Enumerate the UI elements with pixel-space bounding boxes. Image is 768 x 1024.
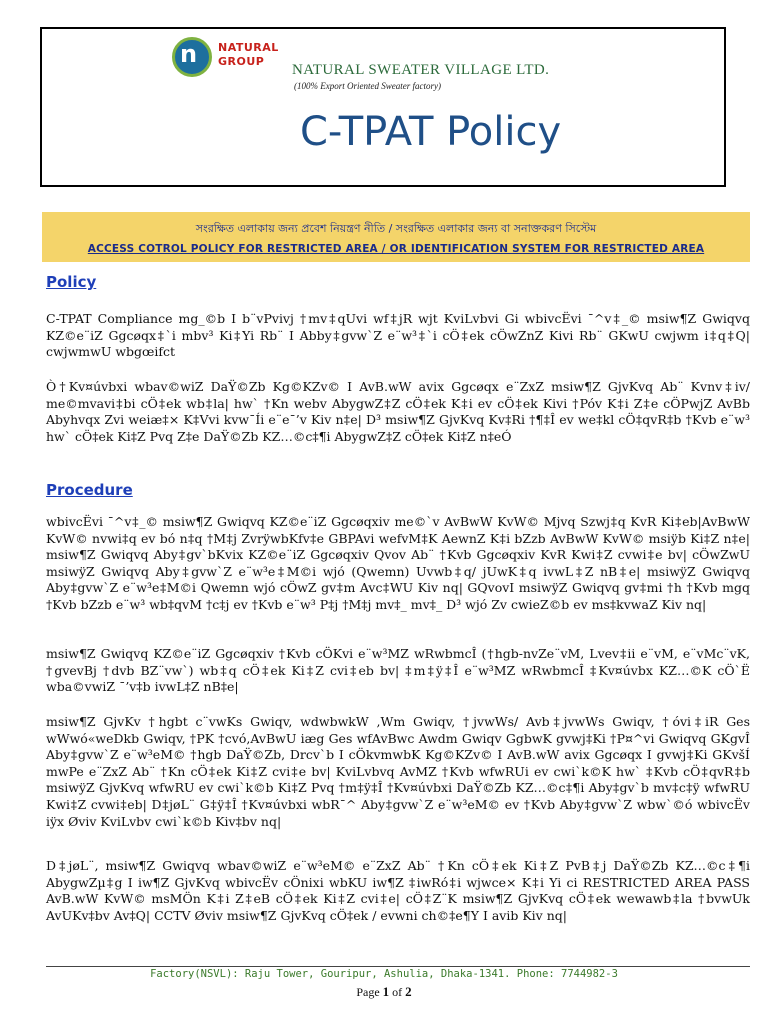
- procedure-paragraph-3: msiw¶Z GjvKv †hgbt c¨vwKs Gwiqv, wdwbwkW ,Wm Gwiqv, †jvwWs/ Avb‡jvwWs Gwiqv, †óvi‡iR Ges wWwó«weDkb Gwiqv, †PK †cvó,AvBwU iæg Ges wfAvBwc Awdm Gwiqv GgbwK gvwj‡Ki †P¤^vi Gwiqvq GKgvÎ Aby‡gvw`Z e¨w³eM© †hgb DaŸ©Zb, Drcv`b I cÖkvmwbK Kg©KZv© I AvB.wW avix Ggcøqx I gvwj‡Ki GKvšÍ mwPe e¨ZxZ Ab¨ †Kn cÖ‡ek Ki‡Z cvi‡e bv| KviLvbvq AvMZ †Kvb wfwRUi ev cwi`k©K hw` ‡Kvb cÖ‡qvR‡b msiwÿZ GjvKvq wfwRU ev cwi`k©b Ki‡Z Pvq †m‡ÿ‡Î †Kv¤úvbxi DaŸ©Zb KZ…©c‡¶i Aby‡gv`b mv‡c‡ÿ wfwRU Kwi‡Z cvwi‡eb| D‡jøL¨ G‡ÿ‡Î †Kv¤úvbxi wbR¯^ Aby‡gvw`Z e¨w³eM© ev †Kvb Aby‡gvw`Z wbw`©ó wbivcËv iÿx Øviv KviLvbv cwi`k©b Kiv‡bv nq|: [46, 714, 750, 829]
- page-of: of: [392, 985, 403, 999]
- logo-text-group: GROUP: [218, 55, 265, 68]
- logo-letter: n: [180, 40, 198, 68]
- policy-paragraph-1: C-TPAT Compliance mg_©b I b¨vPvivj †mv‡qUvi wf‡jR wjt KviLvbvi Gi wbivcËvi ¯^v‡_© msiw¶Z Gwiqvq KZ©e¨iZ Ggcøqx‡`i mbv³ Ki‡Yi Rb¨ I Abby‡gvw`Z e¨w³‡`i cÖ‡ek cÖwZnZ Kivi Rb¨ GKwU cwjwm i‡q‡Q| cwjwmwU wbgœifct: [46, 311, 750, 360]
- letterhead: [40, 27, 726, 187]
- procedure-heading: Procedure: [46, 481, 133, 499]
- footer-address: Factory(NSVL): Raju Tower, Gouripur, Ashulia, Dhaka-1341. Phone: 7744982-3: [150, 968, 618, 980]
- footer-divider: [46, 966, 750, 967]
- logo-text-natural: NATURAL: [218, 41, 279, 54]
- policy-heading: Policy: [46, 273, 97, 291]
- company-logo: [172, 37, 302, 99]
- procedure-paragraph-4: D‡jøL¨, msiw¶Z Gwiqvq wbav©wiZ e¨w³eM© e¨ZxZ Ab¨ †Kn cÖ‡ek Ki‡Z PvB‡j DaŸ©Zb KZ…©c‡¶i AbygwZµ‡g I iw¶Z GjvKvq wbivcËv cÖnixi wbKU iw¶Z ‡iwRó‡i wjwce× K‡i Yi ci RESTRICTED AREA PASS AvB.wW KvW© msMÖn K‡i Z‡eB cÖ‡ek Ki‡Z cvi‡e| cÖ‡Z¨K msiw¶Z GjvKvq cÖ‡ek wewawb‡la †bvwUk AvUKv‡bv Av‡Q| CCTV Øviv msiw¶Z GjvKvq cÖ‡ek / evwni ch©‡e¶Y I avib Kiv nq|: [46, 858, 750, 923]
- company-tagline: (100% Export Oriented Sweater factory): [294, 81, 441, 91]
- banner-english-title: ACCESS COTROL POLICY FOR RESTRICTED AREA / OR IDENTIFICATION SYSTEM FOR RESTRICTED AREA: [87, 243, 705, 255]
- page-current: 1: [382, 984, 390, 999]
- page-number: [0, 984, 768, 1000]
- page-title: C-TPAT Policy: [300, 109, 562, 155]
- page-total: 2: [405, 984, 412, 999]
- procedure-paragraph-2: msiw¶Z Gwiqvq KZ©e¨iZ Ggcøqxiv †Kvb cÖKvi e¨w³MZ wRwbmcÎ (†hgb-nvZe¨vM, Lvev‡ii e¨vM, e¨vMc¨vK, †gvevBj †dvb BZ¨vw`) wb‡q cÖ‡ek Ki‡Z cvi‡eb bv| ‡m‡ÿ‡Î e¨w³MZ wRwbmcÎ ‡Kv¤úvbx KZ…©K cÖ`Ë wba©vwiZ ¯’v‡b ivwL‡Z nB‡e|: [46, 646, 750, 695]
- policy-paragraph-2: Ò†Kv¤úvbxi wbav©wiZ DaŸ©Zb Kg©KZv© I AvB.wW avix Ggcøqx e¨ZxZ msiw¶Z GjvKvq Ab¨ Kvnv‡iv/ me©mvavi‡bi cÖ‡ek wb‡la| hw` †Kn webv AbygwZ‡Z cÖ‡ek K‡i ev cÖ‡ek Kivi †Póv K‡i Z‡e cÖPwjZ AvBb Abyhvqx Zvi weiæ‡× K‡Vvi kvw¯Íi e¨e¯’v Kiv n‡e| D³ msiw¶Z GjvKvq Kv‡Ri †¶‡Î ev we‡kl cÖ‡qvR‡b †Kvb e¨w³ hw` cÖ‡ek Ki‡Z Pvq Z‡e DaŸ©Zb KZ…©c‡¶i AbygwZ‡Z cÖ‡ek Ki‡Z n‡eÓ: [46, 379, 750, 444]
- procedure-paragraph-1: wbivcËvi ¯^v‡_© msiw¶Z Gwiqvq KZ©e¨iZ Ggcøqxiv me©`v AvBwW KvW© Mjvq Szwj‡q KvR Ki‡eb|AvBwW KvW© nvwi‡q ev bó n‡q †M‡j ZvrÿwbKfv‡e GBPAvi wefvM‡K AewnZ K‡i bZzb AvBwW KvW© msiÿb Ki‡Z n‡e| msiw¶Z Gwiqvq Aby‡gv`bKvix KZ©e¨iZ Ggcøqxiv Qvov Ab¨ †Kvb Ggcøqxiv KvR Kwi‡Z cvwi‡e bv| cÖwZwU msiwÿZ Gwiqvq Aby‡gvw`Z e¨w³e‡M©i wjó (Qwemn) Uvwb‡q/ jUwK‡q ivwL‡Z nB‡e| msiwÿZ Gwiqvq Aby‡gvw`Z e¨w³e‡M©i Qwemn wjó cÖwZ gv‡m Avc‡WU Kiv nq| GQvovI msiwÿZ Gwiqvq gv‡mi †h †Kvb mgq †Kvb bZzb e¨w³ wb‡qvM †c‡j ev †Kvb e¨w³ P‡j †M‡j mv‡_ mv‡_ D³ wjó Zv cwieZ©b ev ms‡kvwaZ Kiv nq|: [46, 514, 750, 612]
- policy-banner: [42, 212, 750, 262]
- company-name: NATURAL SWEATER VILLAGE LTD.: [292, 62, 550, 78]
- page-word: Page: [356, 985, 380, 999]
- banner-bengali-title: সংরক্ষিত এলাকায় জন্য প্রবেশ নিয়ন্ত্রণ নীতি / সংরক্ষিত এলাকার জন্য বা সনাক্তকরণ সিস্টেম: [195, 222, 597, 235]
